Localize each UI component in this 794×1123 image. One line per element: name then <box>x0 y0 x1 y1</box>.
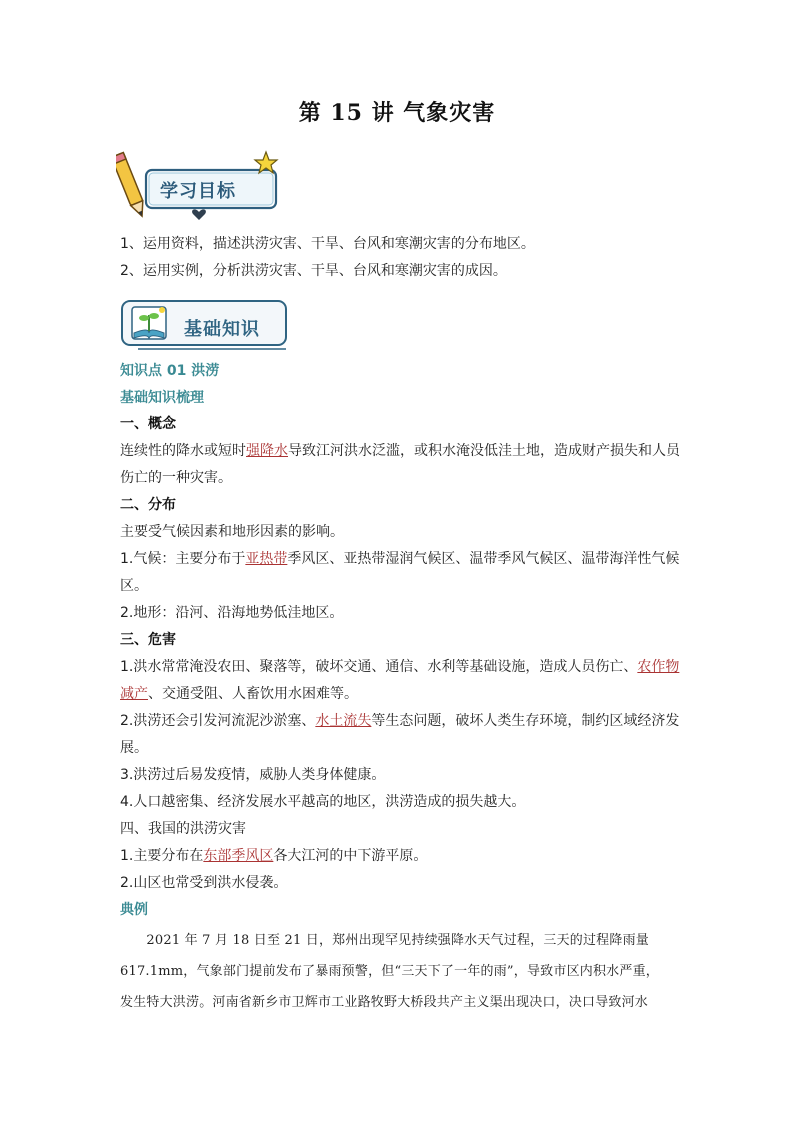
page-title: 第 15 讲 气象灾害 <box>298 100 496 126</box>
section-heading: 三、危害 <box>120 632 176 648</box>
learning-goals-label: 学习目标 <box>160 181 236 202</box>
paragraph-line: 3.洪涝过后易发疫情，威胁人类身体健康。 <box>120 767 386 783</box>
paragraph-line: 连续性的降水或短时强降水导致江河洪水泛滥，或积水淹没低洼土地，造成财产损失和人员 <box>120 443 680 459</box>
paragraph-line: 1.气候：主要分布于亚热带季风区、亚热带湿润气候区、温带季风气候区、温带海洋性气候 <box>120 551 680 567</box>
paragraph-line: 展。 <box>120 740 148 756</box>
paragraph-line: 伤亡的一种灾害。 <box>120 470 232 486</box>
section-heading: 一、概念 <box>120 416 176 432</box>
section-heading: 四、我国的洪涝灾害 <box>120 821 246 837</box>
paragraph-line: 减产、交通受阻、人畜饮用水困难等。 <box>120 686 358 702</box>
paragraph-line: 1.洪水常常淹没农田、聚落等，破坏交通、通信、水利等基础设施，造成人员伤亡、农作物 <box>120 659 680 675</box>
example-line: 2021 年 7 月 18 日至 21 日，郑州出现罕见持续强降水天气过程，三天的过程降雨量 <box>120 933 649 948</box>
keyword: 减产 <box>120 686 148 702</box>
paragraph-line: 主要受气候因素和地形因素的影响。 <box>120 524 344 540</box>
keyword: 东部季风区 <box>203 848 274 864</box>
keyword: 农作物 <box>637 659 680 675</box>
keyword: 强降水 <box>246 443 288 459</box>
paragraph-line: 区。 <box>120 578 148 594</box>
paragraph-line: 4.人口越密集、经济发展水平越高的地区，洪涝造成的损失越大。 <box>120 794 526 810</box>
example-heading: 典例 <box>120 902 148 918</box>
keyword: 亚热带 <box>245 551 288 567</box>
example-line: 发生特大洪涝。河南省新乡市卫辉市工业路牧野大桥段共产主义渠出现决口，决口导致河水 <box>120 995 649 1010</box>
basic-knowledge-label: 基础知识 <box>184 319 260 340</box>
knowledge-review-heading: 基础知识梳理 <box>120 390 204 406</box>
paragraph-line: 2.山区也常受到洪水侵袭。 <box>120 875 288 891</box>
basic-knowledge-badge <box>118 297 290 355</box>
section-heading: 二、分布 <box>120 497 176 513</box>
goal-item: 2、运用实例，分析洪涝灾害、干旱、台风和寒潮灾害的成因。 <box>120 263 507 279</box>
paragraph-line: 2.地形：沿河、沿海地势低洼地区。 <box>120 605 344 621</box>
keyword: 水土流失 <box>315 713 372 729</box>
paragraph-line: 2.洪涝还会引发河流泥沙淤塞、水土流失等生态问题，破坏人类生存环境，制约区域经济发 <box>120 713 680 729</box>
paragraph-line: 1.主要分布在东部季风区各大江河的中下游平原。 <box>120 848 428 864</box>
goal-item: 1、运用资料，描述洪涝灾害、干旱、台风和寒潮灾害的分布地区。 <box>120 236 535 252</box>
learning-goals-badge <box>116 150 286 225</box>
knowledge-point-heading: 知识点 01 洪涝 <box>120 363 220 379</box>
example-line: 617.1mm，气象部门提前发布了暴雨预警，但“三天下了一年的雨”，导致市区内积水严重， <box>120 964 659 979</box>
